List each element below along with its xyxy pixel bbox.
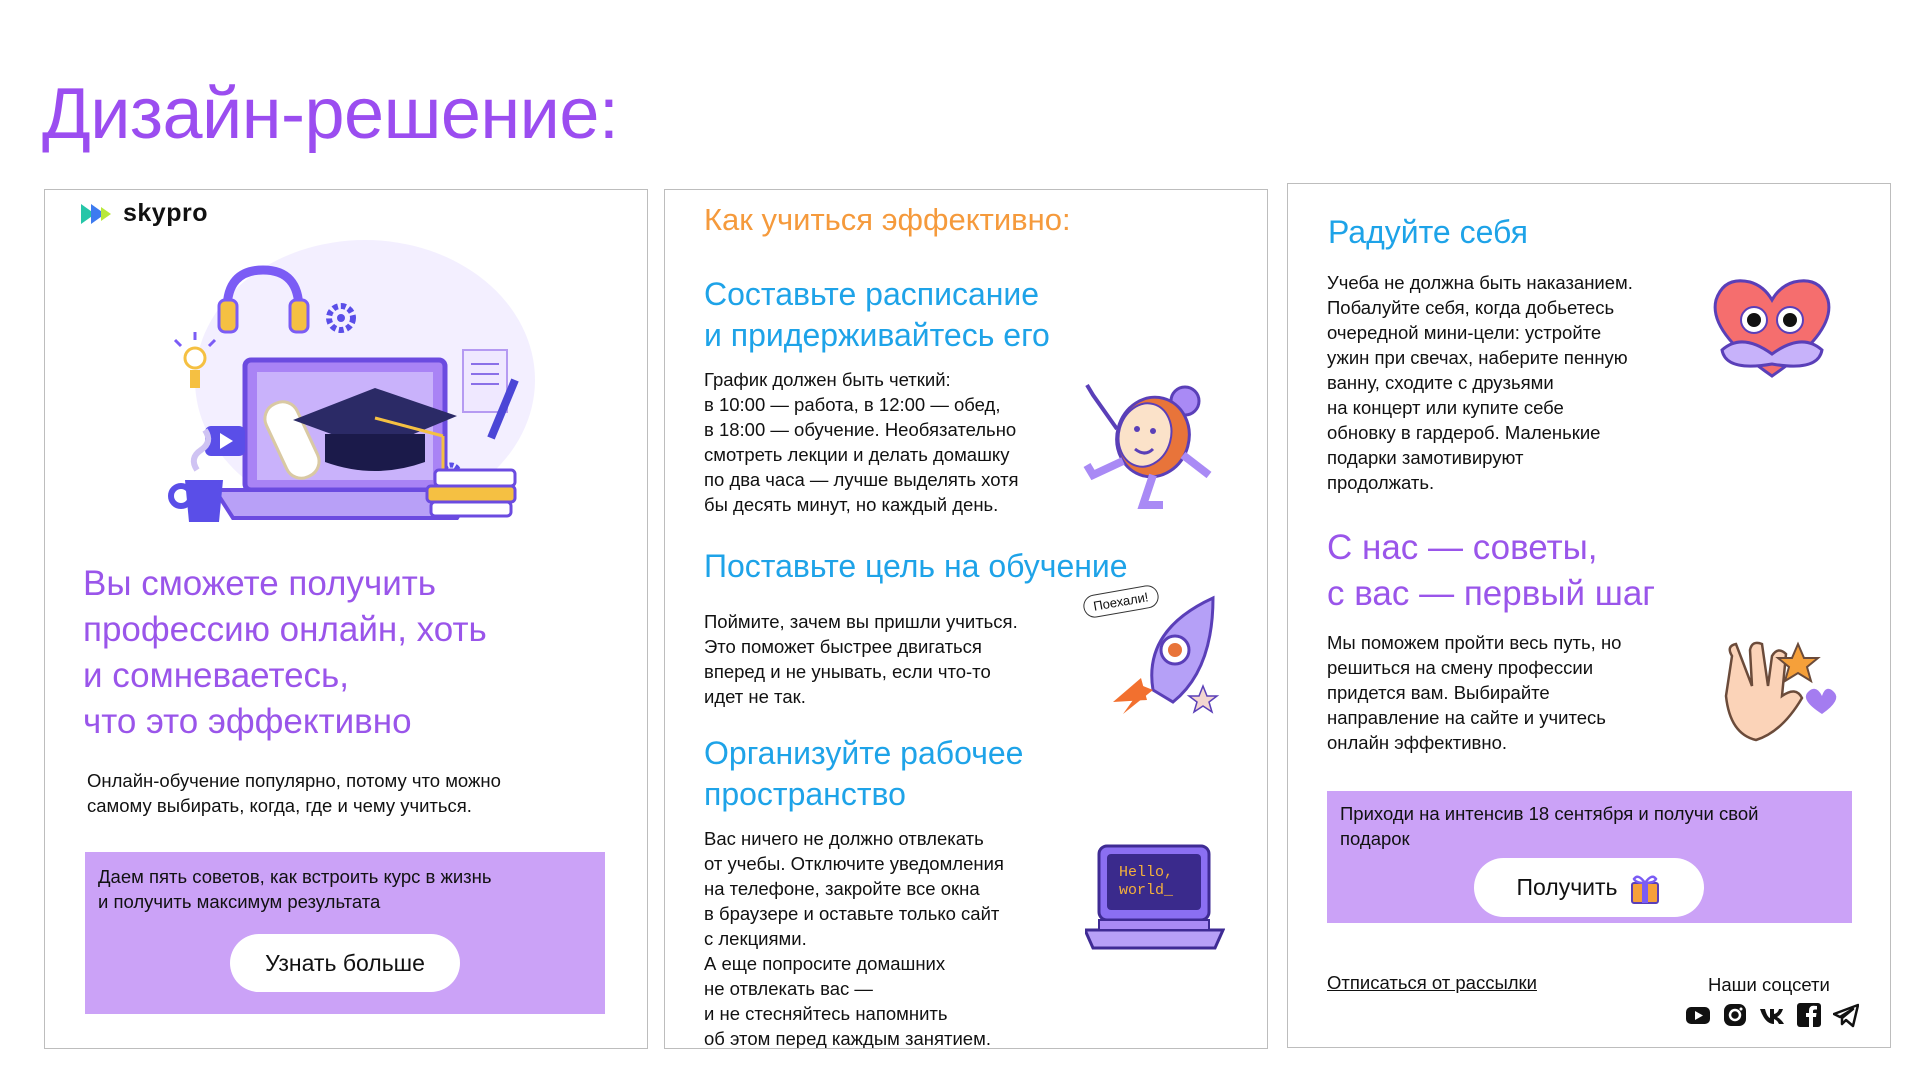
unsubscribe-link[interactable]: Отписаться от рассылки [1327,972,1537,993]
social-icons-row [1674,1002,1859,1028]
heart-character-icon [1702,272,1842,382]
youtube-icon[interactable] [1685,1002,1711,1028]
first-step-headline: С нас — советы, с вас — первый шаг [1327,528,1656,613]
tip-1-title: Составьте расписание и придерживайтесь его [704,276,1050,353]
email-card-intro [44,189,648,1049]
email-card-motivation [1287,183,1891,1048]
alarm-clock-character-icon [1083,365,1233,515]
treat-yourself-heading: Радуйте себя [1328,214,1528,250]
tips-heading: Как учиться эффективно: [704,202,1071,237]
email-card-tips [664,189,1268,1049]
hand-ok-icon [1712,636,1842,746]
laptop-screen-text: Hello, world_ [1119,864,1174,899]
skypro-logo-icon [81,202,115,226]
get-gift-label: Получить [1516,874,1618,900]
intro-headline: Вы сможете получить профессию онлайн, хоть и сомневаетесь, что это эффективно [83,564,487,741]
telegram-icon[interactable] [1833,1002,1859,1028]
gift-box-icon [1628,871,1662,905]
tip-3-body: Вас ничего не должно отвлекать от учебы. Отключите уведомления на телефоне, закройте все окна в браузере и оставьте только сайт с лекциями. А еще попросите домашних не отвлекать вас — и не стесняйтесь напомнить об этом перед каждым занятием. [704,828,1004,1049]
learn-more-button[interactable]: Узнать больше [230,934,460,992]
promo-text: Даем пять советов, как встроить курс в жизнь и получить максимум результата [98,866,492,912]
tip-2-body: Поймите, зачем вы пришли учиться. Это поможет быстрее двигаться вперед и не унывать, если что-то идет не так. [704,611,1018,707]
promo-block [85,852,605,1014]
slide-title: Дизайн-решение: [42,74,619,154]
speech-bubble: Поехали! [1082,584,1160,620]
social-label: Наши соцсети [1708,974,1830,995]
tip-3-title: Организуйте рабочее пространство [704,735,1024,812]
gift-promo-text: Приходи на интенсив 18 сентября и получи свой подарок [1340,803,1759,849]
intro-paragraph: Онлайн-обучение популярно, потому что можно самому выбирать, когда, где и чему учиться. [87,770,501,816]
get-gift-button[interactable] [1474,858,1704,917]
tip-1-body: График должен быть четкий: в 10:00 — работа, в 12:00 — обед, в 18:00 — обучение. Необязательно смотреть лекции и делать домашку по два часа — лучше выделять хотя бы десять минут, но каждый день. [704,369,1019,515]
laptop-graduation-illustration [145,230,565,530]
instagram-icon[interactable] [1722,1002,1748,1028]
first-step-paragraph: Мы поможем пройти весь путь, но решиться на смену профессии придется вам. Выбирайте направление на сайте и учитесь онлайн эффективно. [1327,632,1622,753]
rocket-illustration [1083,590,1233,720]
vk-icon[interactable] [1759,1002,1785,1028]
facebook-icon[interactable] [1796,1002,1822,1028]
treat-yourself-paragraph: Учеба не должна быть наказанием. Побалуйте себя, когда добьетесь очередной мини-цели: устройте ужин при свечах, наберите пенную ванну, сходите с друзьями на концерт или купите себе обновку в гардероб. Маленькие подарки замотивируют продолжать. [1327,272,1633,493]
tip-2-title: Поставьте цель на обучение [704,548,1128,584]
gift-promo-block [1327,791,1852,923]
laptop-hello-world [1085,842,1225,952]
skypro-logo: skypro [81,199,208,228]
